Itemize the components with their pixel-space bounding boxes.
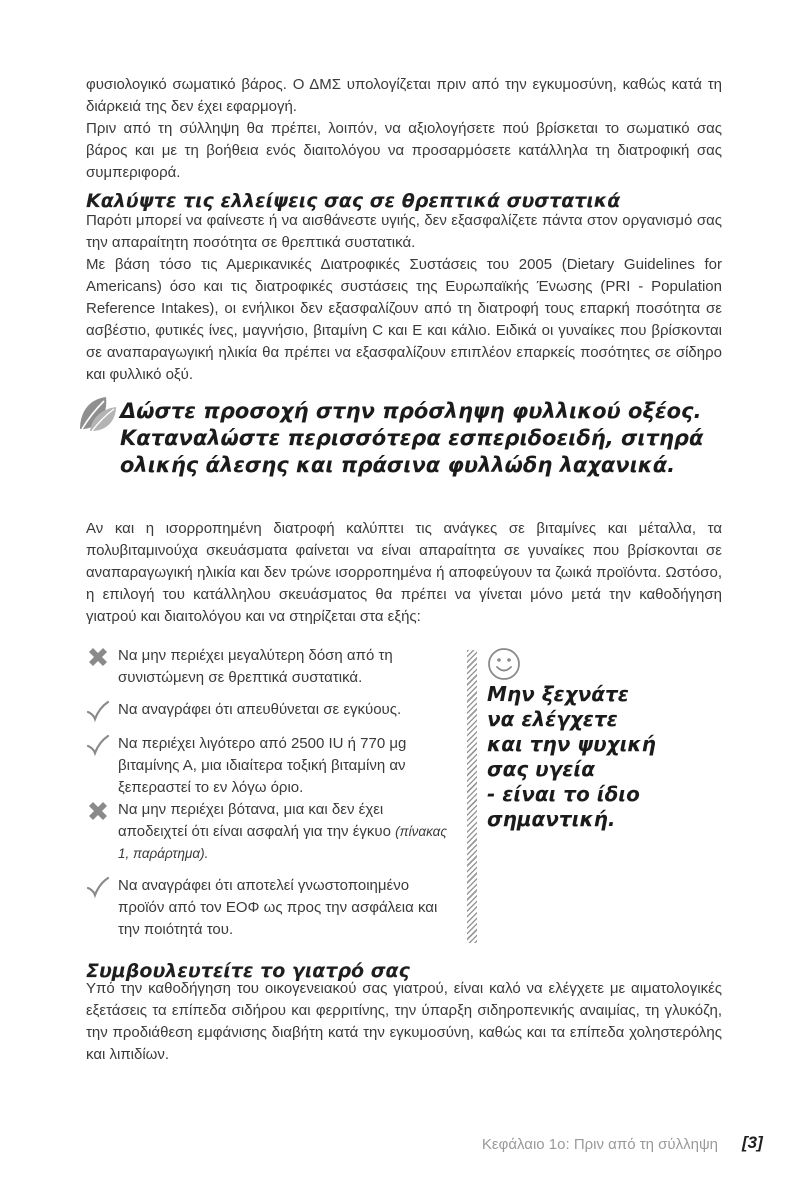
cross-icon — [86, 645, 110, 669]
supplements-paragraph: Αν και η ισορροπημένη διατροφή καλύπτει τις ανάγκες σε βιταμίνες και μέταλλα, τα πολυβιταμινούχα σκευάσματα φαίνεται να είναι απαραίτητα σε γυναίκες που βρίσκονται σε αναπαραγωγική ηλικία και δεν τρώνε ισορροπημένα ή αποφεύγουν τα ζωικά προϊόντα. Ωστόσο, η επιλογή του κατάλληλου σκευάσματος θα πρέπει να γίνεται μόνο μετά την καθοδήγηση γιατρού και διαιτολόγου και να στηρίζεται στα εξής: — [86, 520, 722, 625]
check-icon — [86, 733, 110, 757]
hatched-divider — [467, 650, 477, 943]
nutrients-paragraph-2: Με βάση τόσο τις Αμερικανικές Διατροφικές Συστάσεις του 2005 (Dietary Guidelines for Americans) όσο και τις διατροφικές συστάσεις της Ευρωπαϊκής Ένωσης (PRI - Population Reference Intakes), οι ενήλικοι δεν εξασφαλίζουν από τη διατροφή τους επαρκή ποσότητα σε ασβέστιο, φυτικές ίνες, μαγνήσιο, βιταμίνη C και E και κάλιο. Ειδικά οι γυναίκες που βρίσκονται σε αναπαραγωγική ηλικία θα πρέπει να εξασφαλίζουν επιπλέον επαρκείς ποσότητες σε σίδηρο και φυλλικό οξύ. — [86, 256, 722, 383]
checklist-item-note: (πίνακας 1, παράρτημα). — [118, 824, 447, 861]
doctor-heading: Συμβουλευτείτε το γιατρό σας — [86, 960, 410, 982]
checklist-item-text: Να αναγράφει ότι αποτελεί γνωστοποιημένο προϊόν από τον ΕΟΦ ως προς την ασφάλεια και την ποιότητά του. — [118, 877, 438, 938]
checklist-item-text — [118, 799, 454, 865]
smiley-icon — [487, 647, 521, 681]
leaf-icon — [76, 393, 118, 435]
checklist-item-text: Να αναγράφει ότι απευθύνεται σε εγκύους. — [118, 701, 402, 718]
page-number: [3] — [742, 1133, 763, 1152]
intro-paragraph-1: φυσιολογικό σωματικό βάρος. Ο ΔΜΣ υπολογίζεται πριν από την εγκυμοσύνη, καθώς κατά τη διάρκειά της δεν έχει εφαρμογή. — [86, 76, 722, 115]
mental-health-reminder: Μην ξεχνάτε να ελέγχετε και την ψυχική σας υγεία - είναι το ίδιο σημαντική. — [487, 682, 656, 831]
check-icon — [86, 875, 110, 899]
doctor-paragraph: Υπό την καθοδήγηση του οικογενειακού σας γιατρού, είναι καλό να ελέγχετε με αιματολογικές εξετάσεις τα επίπεδα σιδήρου και φερριτίνης, την ύπαρξη σιδηροπενικής αναιμίας, τη γλυκόζη, την προδιάθεση εμφάνισης διαβήτη κατά την εγκυμοσύνη, καθώς και τα επίπεδα χοληστερόλης και λιπιδίων. — [86, 980, 722, 1063]
checklist-item-text: Να περιέχει λιγότερο από 2500 IU ή 770 μg βιταμίνης Α, μια ιδιαίτερα τοξική βιταμίνη αν ξεπεραστεί το εν λόγω όριο. — [118, 735, 407, 796]
chapter-footer: Κεφάλαιο 1ο: Πριν από τη σύλληψη — [481, 1136, 718, 1153]
nutrients-heading: Καλύψτε τις ελλείψεις σας σε θρεπτικά συστατικά — [86, 190, 621, 212]
nutrients-paragraph-1: Παρότι μπορεί να φαίνεστε ή να αισθάνεστε υγιής, δεν εξασφαλίζετε πάντα στον οργανισμό σας την απαραίτητη ποσότητα σε θρεπτικά συστατικά. — [86, 212, 722, 251]
folic-acid-highlight: Δώστε προσοχή στην πρόσληψη φυλλικού οξέος. Καταναλώστε περισσότερα εσπεριδοειδή, σιτηρά ολικής άλεσης και πράσινα φυλλώδη λαχανικά. — [120, 399, 704, 477]
checklist-item-text: Να μην περιέχει μεγαλύτερη δόση από τη συνιστώμενη σε θρεπτικά συστατικά. — [118, 647, 393, 686]
intro-paragraph-2: Πριν από τη σύλληψη θα πρέπει, λοιπόν, να αξιολογήσετε πού βρίσκεται το σωματικό σας βάρος και με τη βοήθεια ενός διαιτολόγου να προσαρμόσετε κατάλληλα τη διατροφική σας συμπεριφορά. — [86, 120, 722, 181]
cross-icon — [86, 799, 110, 823]
check-icon — [86, 699, 110, 723]
checklist-item-main: Να μην περιέχει βότανα, μια και δεν έχει αποδειχτεί ότι είναι ασφαλή για την έγκυο — [118, 801, 391, 840]
